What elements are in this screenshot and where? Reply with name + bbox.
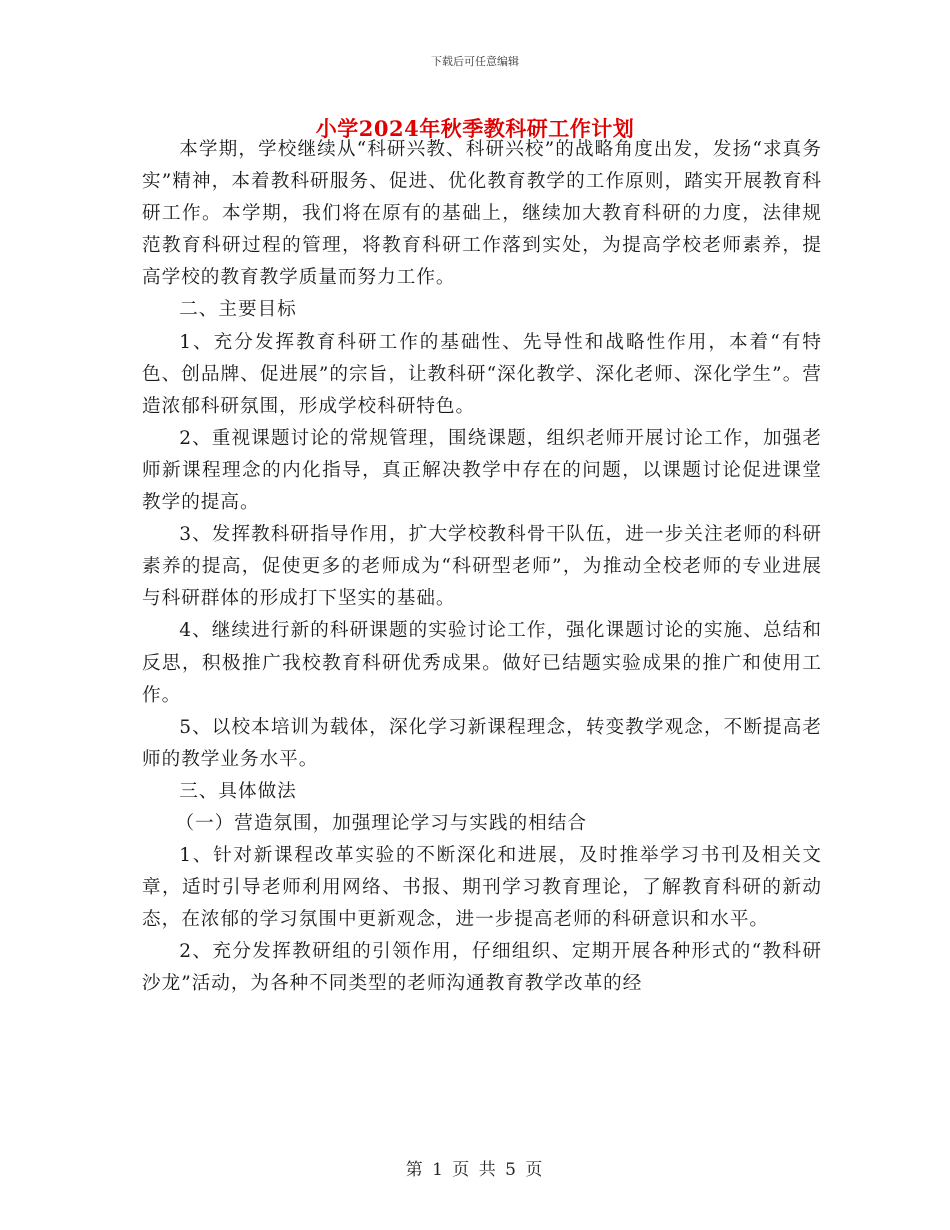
goal-paragraph-3: 3、发挥教科研指导作用，扩大学校教科骨干队伍，进一步关注老师的科研素养的提高，促使更多的老师成为“科研型老师”，为推动全校老师的专业进展与科研群体的形成打下坚实的基础。: [142, 524, 822, 610]
header-note: 下载后可任意编辑: [431, 55, 519, 68]
section-heading-methods: 三、具体做法: [179, 780, 297, 802]
section-heading-goals: 二、主要目标: [179, 299, 297, 321]
goal-paragraph-1: 1、充分发挥教育科研工作的基础性、先导性和战略性作用，本着“有特色、创品牌、促进展”的宗旨，让教科研“深化教学、深化老师、深化学生”。营造浓郁科研氛围，形成学校科研特色。: [142, 331, 822, 417]
goal-paragraph-2: 2、重视课题讨论的常规管理，围绕课题，组织老师开展讨论工作，加强老师新课程理念的内化指导，真正解决教学中存在的问题，以课题讨论促进课堂教学的提高。: [142, 427, 822, 514]
document-title: 小学2024年秋季教科研工作计划: [315, 116, 635, 141]
page-footer: 第 1 页 共 5 页: [405, 1160, 545, 1180]
document-body: [142, 134, 822, 1001]
method-paragraph-2: 2、充分发挥教研组的引领作用，仔细组织、定期开展各种形式的“教科研沙龙”活动，为各种不同类型的老师沟通教育教学改革的经: [142, 941, 822, 995]
goal-paragraph-5: 5、以校本培训为载体，深化学习新课程理念，转变教学观念，不断提高老师的教学业务水平。: [142, 716, 822, 770]
subsection-heading-1: （一）营造氛围，加强理论学习与实践的相结合: [175, 812, 587, 834]
method-paragraph-1: 1、针对新课程改革实验的不断深化和进展，及时推举学习书刊及相关文章，适时引导老师利用网络、书报、期刊学习教育理论，了解教育科研的新动态，在浓郁的学习氛围中更新观念，进一步提高老师的科研意识和水平。: [142, 845, 822, 931]
goal-paragraph-4: 4、继续进行新的科研课题的实验讨论工作，强化课题讨论的实施、总结和反思，积极推广我校教育科研优秀成果。做好已结题实验成果的推广和使用工作。: [142, 620, 822, 706]
intro-paragraph: 本学期，学校继续从“科研兴教、科研兴校”的战略角度出发，发扬“求真务实”精神，本着教科研服务、促进、优化教育教学的工作原则，踏实开展教育科研工作。本学期，我们将在原有的基础上，继续加大教育科研的力度，法律规范教育科研过程的管理，将教育科研工作落到实处，为提高学校老师素养，提高学校的教育教学质量而努力工作。: [142, 139, 822, 289]
